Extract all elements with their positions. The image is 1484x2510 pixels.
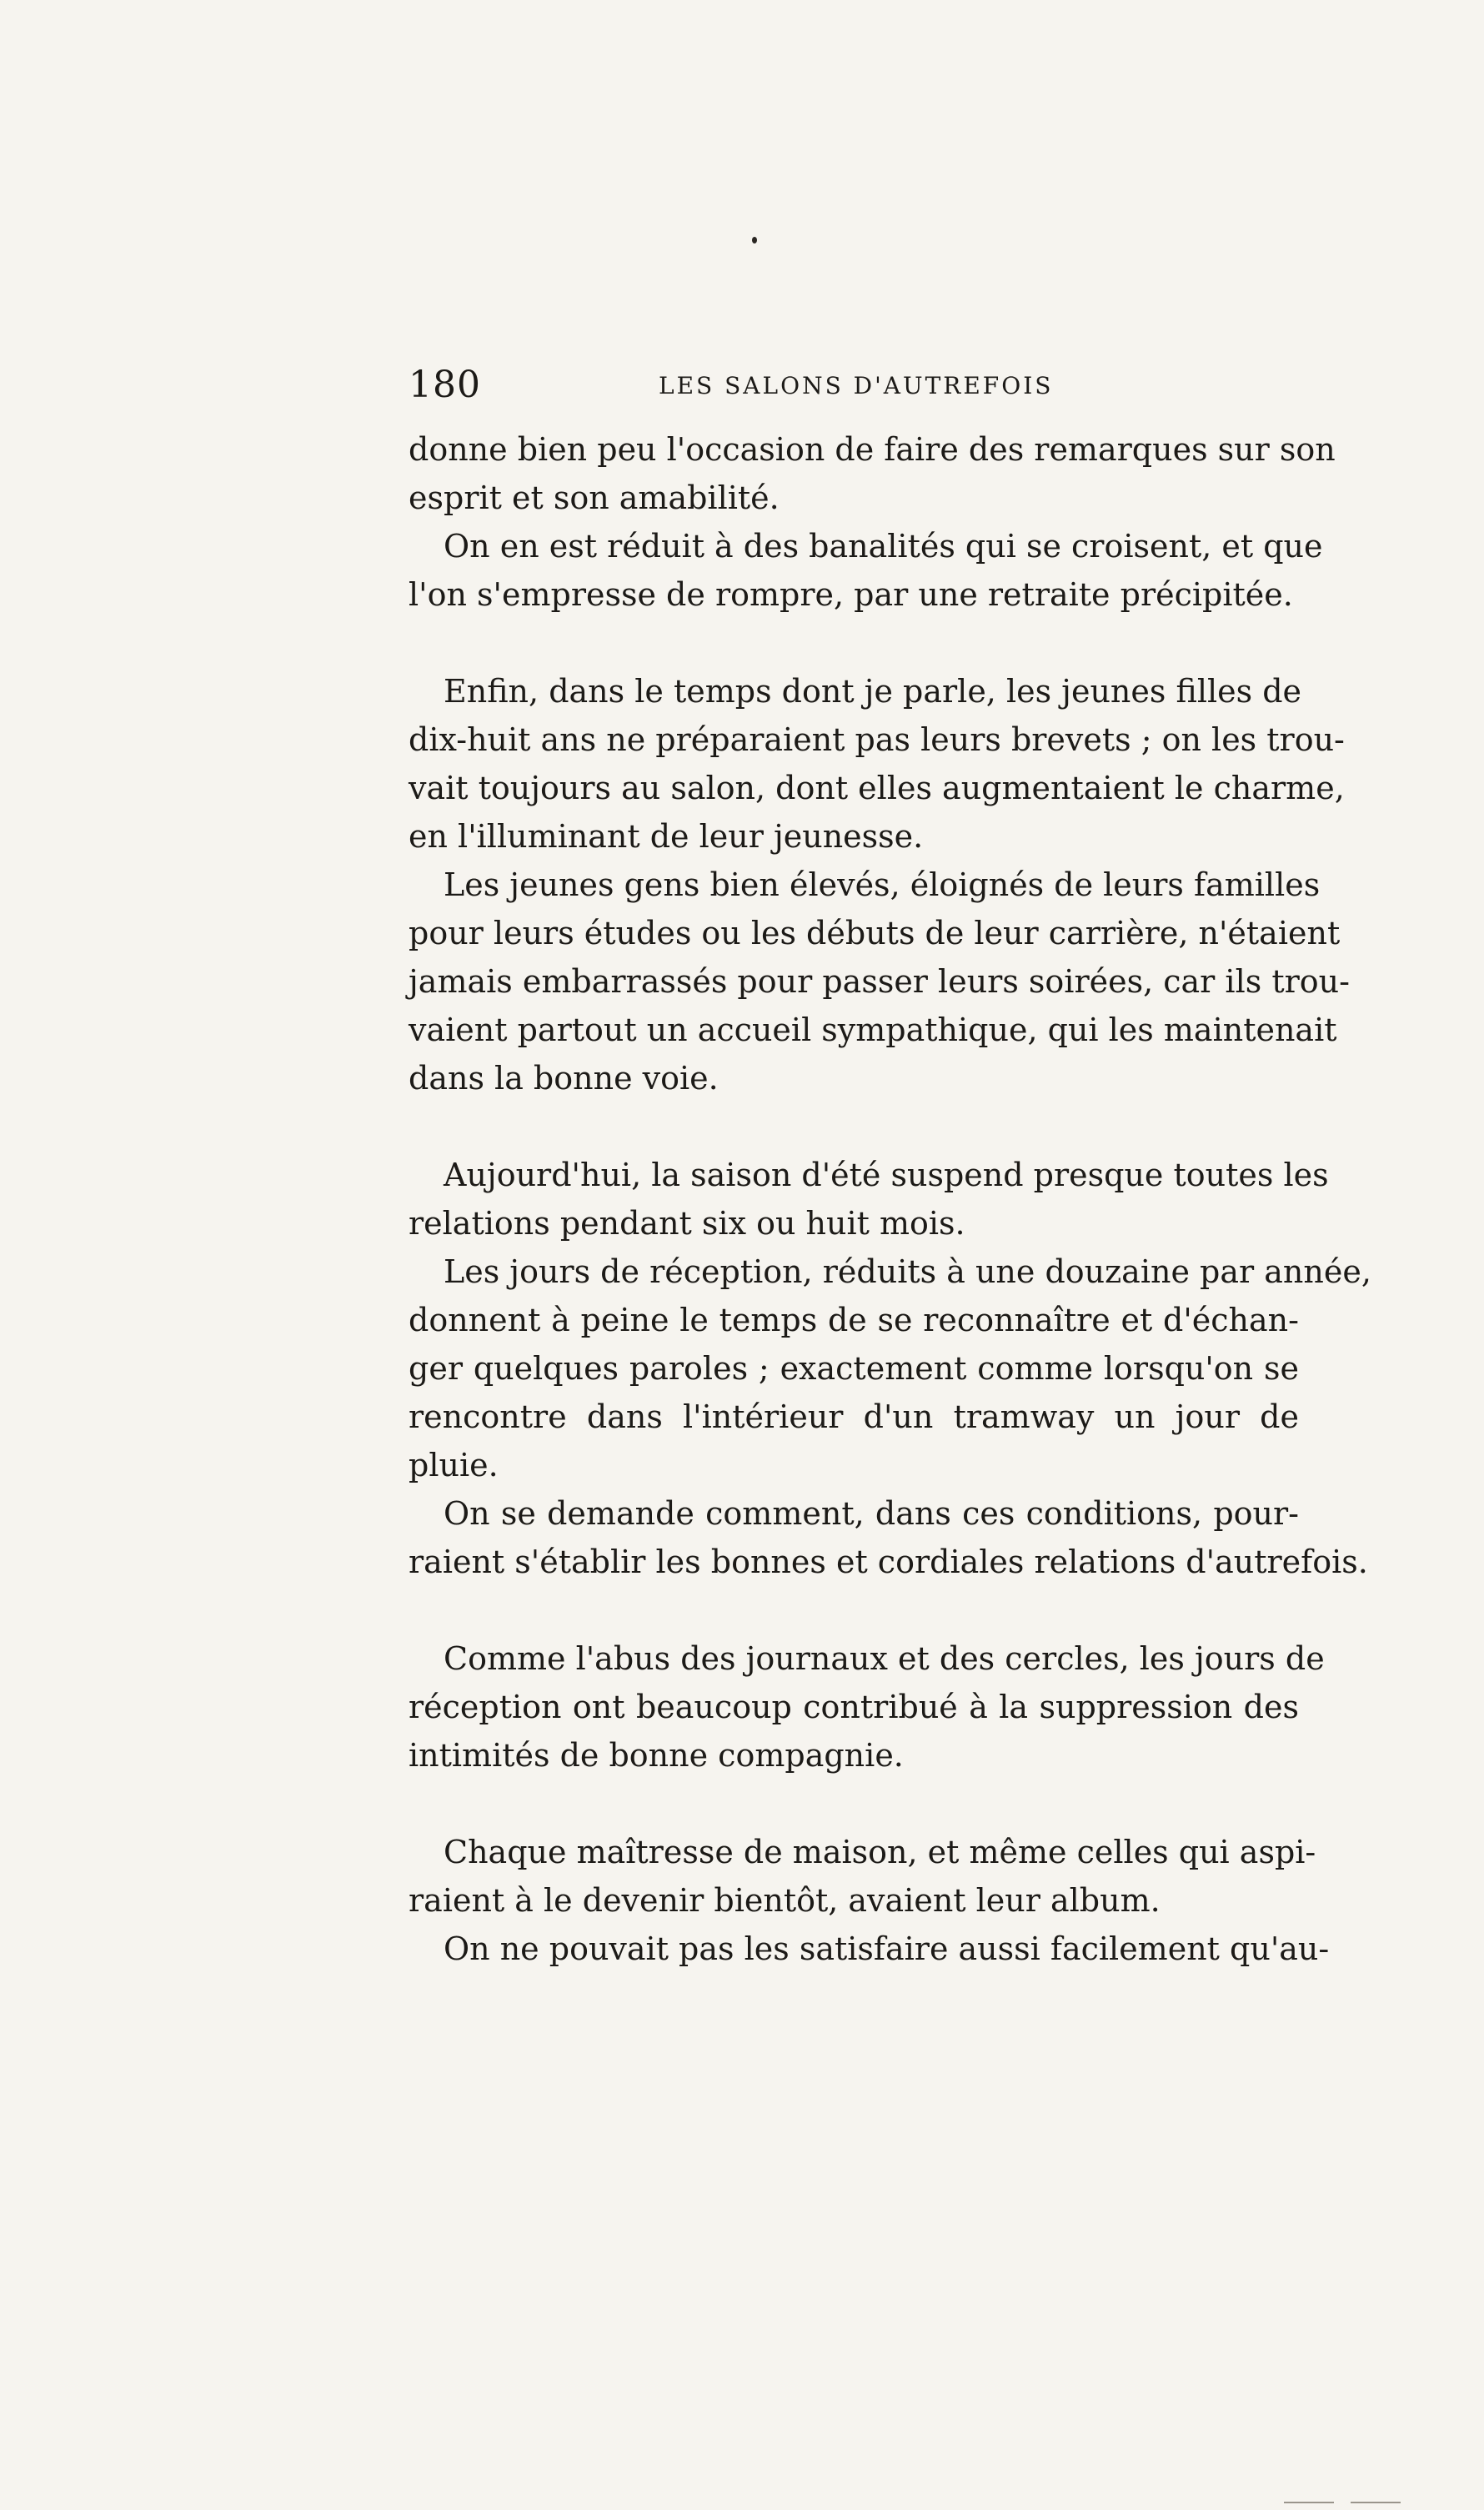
paragraph	[409, 425, 1336, 522]
paragraph-gap	[409, 1586, 1299, 1634]
text-line: Comme l'abus des journaux et des cercles, les jours de	[444, 1640, 1325, 1677]
page-number: 180	[409, 364, 481, 406]
text-line: pluie.	[409, 1447, 499, 1483]
text-line: On ne pouvait pas les satisfaire aussi facilement qu'au-	[444, 1930, 1330, 1967]
paragraph	[409, 1489, 1368, 1586]
text-line: On en est réduit à des banalités qui se croisent, et que	[444, 528, 1323, 565]
text-line: Enfin, dans le temps dont je parle, les jeunes filles de	[444, 673, 1302, 710]
text-line: Les jours de réception, réduits à une douzaine par année,	[444, 1253, 1371, 1290]
paragraph	[409, 1925, 1330, 1973]
paragraph	[409, 667, 1345, 861]
text-line: Aujourd'hui, la saison d'été suspend presque toutes les	[444, 1157, 1329, 1193]
text-line: Les jeunes gens bien élevés, éloignés de leurs familles	[444, 866, 1321, 903]
paragraph	[409, 522, 1323, 619]
ink-speck	[752, 237, 757, 243]
text-line: raient s'établir les bonnes et cordiales relations d'autrefois.	[409, 1544, 1368, 1580]
text-line: vait toujours au salon, dont elles augmentaient le charme,	[409, 770, 1345, 806]
text-line: pour leurs études ou les débuts de leur carrière, n'étaient	[409, 915, 1341, 951]
text-line: donne bien peu l'occasion de faire des remarques sur son	[409, 431, 1336, 468]
text-line: vaient partout un accueil sympathique, qui les maintenait	[409, 1012, 1337, 1048]
page-edge-mark	[1284, 2502, 1334, 2503]
page-edge-mark	[1351, 2502, 1401, 2503]
text-line: réception ont beaucoup contribué à la suppression des	[409, 1689, 1299, 1725]
text-line: dans la bonne voie.	[409, 1060, 719, 1097]
text-line: relations pendant six ou huit mois.	[409, 1205, 965, 1242]
paragraph	[409, 1247, 1371, 1489]
text-line: rencontre dans l'intérieur d'un tramway un jour de	[409, 1398, 1299, 1435]
paragraph-gap	[409, 1780, 1299, 1828]
text-line: ger quelques paroles ; exactement comme lorsqu'on se	[409, 1350, 1299, 1387]
text-line: raient à le devenir bientôt, avaient leur album.	[409, 1882, 1161, 1919]
paragraph	[409, 1828, 1316, 1925]
text-line: dix-huit ans ne préparaient pas leurs brevets ; on les trou-	[409, 721, 1345, 758]
page-header	[409, 364, 1301, 414]
paragraph	[409, 1151, 1329, 1247]
text-line: Chaque maîtresse de maison, et même celles qui aspi-	[444, 1834, 1316, 1870]
paragraph-gap	[409, 1102, 1299, 1151]
running-head: LES SALONS D'AUTREFOIS	[659, 372, 1054, 399]
text-line: l'on s'empresse de rompre, par une retraite précipitée.	[409, 576, 1293, 613]
text-line: esprit et son amabilité.	[409, 479, 780, 516]
text-line: en l'illuminant de leur jeunesse.	[409, 818, 924, 855]
text-line: donnent à peine le temps de se reconnaître et d'échan-	[409, 1302, 1299, 1338]
paragraph-gap	[409, 619, 1299, 667]
text-line: intimités de bonne compagnie.	[409, 1737, 904, 1774]
text-line: jamais embarrassés pour passer leurs soirées, car ils trou-	[409, 963, 1350, 1000]
text-line: On se demande comment, dans ces conditions, pour-	[444, 1495, 1299, 1532]
paragraph	[409, 1634, 1325, 1780]
body-text	[409, 425, 1371, 1973]
paragraph	[409, 861, 1350, 1102]
